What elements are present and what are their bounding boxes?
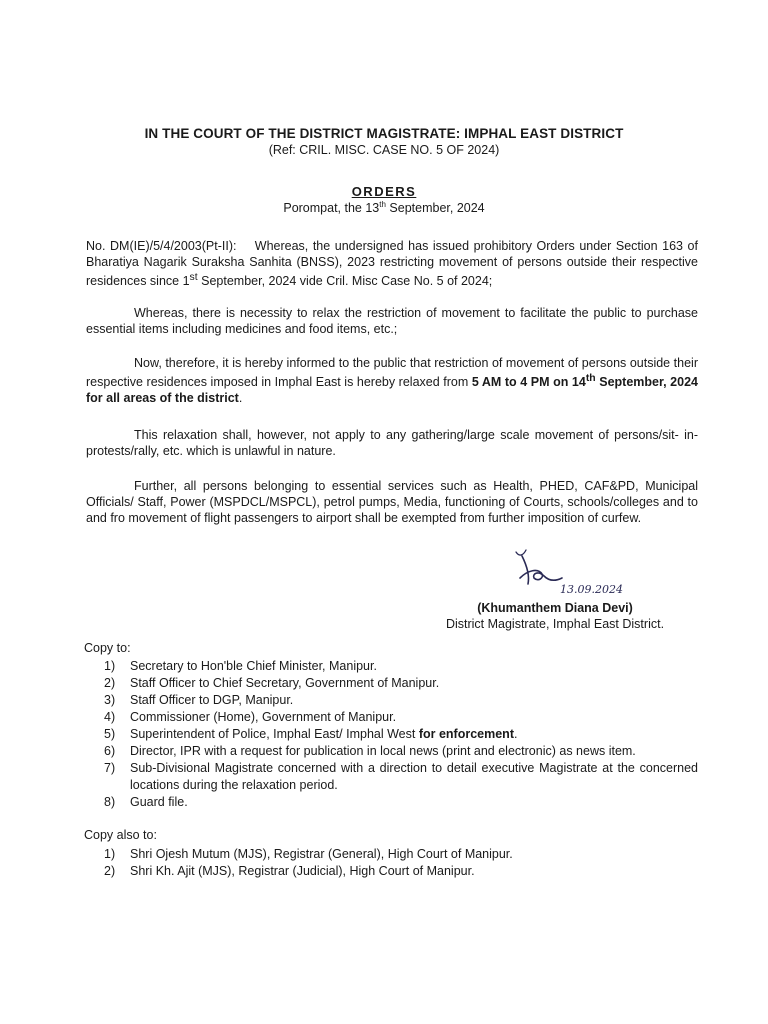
list-item: 4) Commissioner (Home), Government of Manipur. xyxy=(104,710,397,724)
court-title: IN THE COURT OF THE DISTRICT MAGISTRATE: IMPHAL EAST DISTRICT xyxy=(144,126,624,141)
list-item: 1) Secretary to Hon'ble Chief Minister, Manipur. xyxy=(104,659,377,673)
list-item: 2) Staff Officer to Chief Secretary, Government of Manipur. xyxy=(104,676,440,690)
paragraph-necessity: Whereas, there is necessity to relax the restriction of movement to facilitate the public to purchase essential items including medicines and food items, etc.; xyxy=(86,306,698,336)
list-item: 1) Shri Ojesh Mutum (MJS), Registrar (General), High Court of Manipur. xyxy=(104,847,513,861)
paragraph-prohibitory-orders: No. DM(IE)/5/4/2003(Pt-II): Whereas, the undersigned has issued prohibitory Orders under Section 163 of Bharatiya Nagarik Suraksha Sanhita (BNSS), 2023 restricting movement of persons outside their respective residences since 1st September, 2024 vide Cril. Misc Case No. 5 of 2024; xyxy=(86,239,698,289)
signatory-name: (Khumanthem Diana Devi) xyxy=(477,601,633,615)
list-item: 8) Guard file. xyxy=(104,795,188,809)
order-number: No. DM(IE)/5/4/2003(Pt-II): xyxy=(86,239,237,253)
order-date: Porompat, the 13th September, 2024 xyxy=(283,200,485,216)
orders-heading: ORDERS xyxy=(351,184,417,199)
copy-to-heading: Copy to: xyxy=(84,641,131,655)
list-item: 2) Shri Kh. Ajit (MJS), Registrar (Judicial), High Court of Manipur. xyxy=(104,864,475,878)
signature-date: 13.09.2024 xyxy=(560,583,623,596)
paragraph-relaxation: Now, therefore, it is hereby informed to the public that restriction of movement of persons outside their respective residences imposed in Imphal East is hereby relaxed from 5 AM to 4 PM on 14th September, 2024 for all areas of the district. xyxy=(86,356,698,406)
signatory-designation: District Magistrate, Imphal East District. xyxy=(445,617,665,631)
case-reference: (Ref: CRIL. MISC. CASE NO. 5 OF 2024) xyxy=(268,143,500,157)
list-item: 5) Superintendent of Police, Imphal East/ Imphal West for enforcement. xyxy=(104,727,518,741)
paragraph-exclusion: This relaxation shall, however, not apply to any gathering/large scale movement of persons/sit- in-protests/rally, etc. which is unlawful in nature. xyxy=(86,428,698,458)
list-item: 6) Director, IPR with a request for publication in local news (print and electronic) as news item. xyxy=(104,744,636,758)
copy-to-list xyxy=(104,658,698,811)
paragraph-essential-services: Further, all persons belonging to essential services such as Health, PHED, CAF&PD, Municipal Officials/ Staff, Power (MSPDCL/MSPCL), petrol pumps, Media, functioning of Courts, schools/colleges and to and fro movement of flight passengers to airport shall be exempted from further imposition of curfew. xyxy=(86,479,698,525)
list-item: 3) Staff Officer to DGP, Manipur. xyxy=(104,693,294,707)
copy-also-to-list xyxy=(104,846,698,880)
list-item: 7) Sub-Divisional Magistrate concerned with a direction to detail executive Magistrate at the concerned locations during the relaxation period. xyxy=(104,761,698,792)
copy-also-to-heading: Copy also to: xyxy=(84,828,157,842)
